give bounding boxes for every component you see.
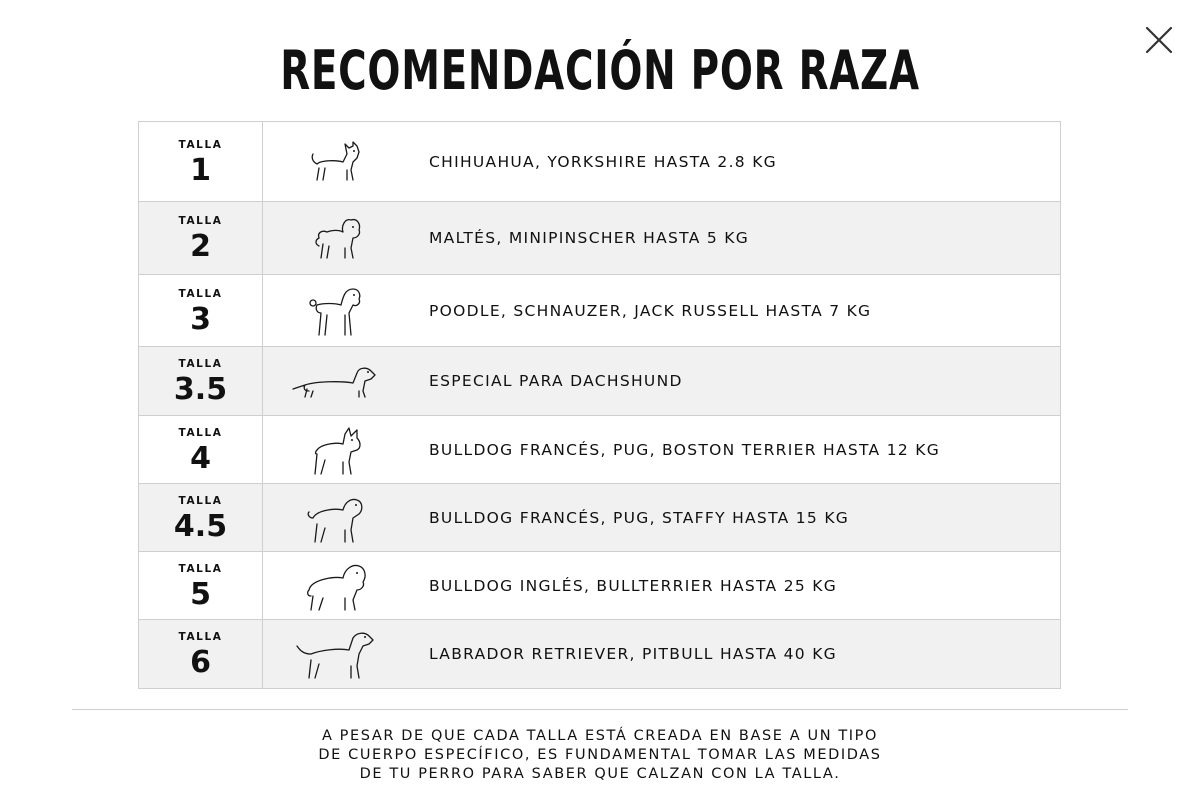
size-label: TALLA	[178, 562, 223, 575]
footer-note	[250, 727, 950, 784]
dog-illustration-cell	[263, 202, 403, 274]
size-number: 4	[190, 440, 211, 476]
poodle-icon	[287, 281, 379, 341]
dog-illustration-cell	[263, 416, 403, 483]
size-cell	[139, 202, 263, 274]
close-icon	[1140, 21, 1178, 59]
french-bulldog-icon	[287, 420, 379, 480]
breed-description: ESPECIAL PARA DACHSHUND	[429, 372, 683, 390]
size-cell	[139, 416, 263, 483]
footer-note-line: DE CUERPO ESPECÍFICO, ES FUNDAMENTAL TOMAR LAS MEDIDAS	[318, 747, 882, 763]
size-cell	[139, 552, 263, 619]
size-label: TALLA	[178, 215, 223, 227]
maltese-icon	[287, 208, 379, 268]
close-button[interactable]	[1140, 21, 1178, 59]
size-number: 6	[190, 645, 211, 680]
size-number: 3	[190, 301, 211, 337]
size-cell	[139, 347, 263, 415]
size-number: 5	[190, 576, 211, 612]
size-label: TALLA	[178, 426, 223, 439]
footer-note-line: A PESAR DE QUE CADA TALLA ESTÁ CREADA EN BASE A UN TIPO	[321, 728, 879, 744]
staffy-icon	[287, 488, 379, 548]
size-label: TALLA	[178, 631, 223, 643]
footer-note-line: DE TU PERRO PARA SABER QUE CALZAN CON LA TALLA.	[359, 766, 841, 782]
divider	[72, 709, 1128, 710]
dachshund-icon	[287, 351, 379, 411]
breed-description: MALTÉS, MINIPINSCHER HASTA 5 KG	[429, 229, 750, 247]
dog-illustration-cell	[263, 122, 403, 201]
table-row	[139, 484, 1060, 552]
table-row	[139, 620, 1060, 688]
table-row	[139, 122, 1060, 202]
breed-description: LABRADOR RETRIEVER, PITBULL HASTA 40 KG	[429, 645, 837, 663]
breed-description: BULLDOG FRANCÉS, PUG, BOSTON TERRIER HASTA 12 KG	[429, 440, 941, 459]
dog-illustration-cell	[263, 347, 403, 415]
size-cell	[139, 620, 263, 688]
dog-illustration-cell	[263, 620, 403, 688]
size-cell	[139, 122, 263, 201]
table-row	[139, 552, 1060, 620]
size-cell	[139, 484, 263, 551]
size-label: TALLA	[178, 287, 223, 300]
size-label: TALLA	[178, 138, 223, 151]
table-row	[139, 347, 1060, 416]
breed-description: BULLDOG FRANCÉS, PUG, STAFFY HASTA 15 KG	[429, 508, 850, 527]
size-number: 2	[190, 229, 211, 264]
size-label: TALLA	[178, 494, 223, 507]
labrador-icon	[287, 624, 379, 684]
page-title: RECOMENDACIÓN POR RAZA	[280, 39, 920, 102]
size-number: 4.5	[173, 508, 228, 544]
breed-description: CHIHUAHUA, YORKSHIRE HASTA 2.8 KG	[429, 152, 777, 171]
english-bulldog-icon	[287, 556, 379, 616]
breed-description: BULLDOG INGLÉS, BULLTERRIER HASTA 25 KG	[429, 576, 838, 595]
size-number: 3.5	[173, 372, 228, 407]
dog-illustration-cell	[263, 484, 403, 551]
breed-description: POODLE, SCHNAUZER, JACK RUSSELL HASTA 7 KG	[429, 301, 872, 320]
table-row	[139, 202, 1060, 275]
size-label: TALLA	[178, 358, 223, 370]
table-row	[139, 416, 1060, 484]
dog-illustration-cell	[263, 552, 403, 619]
dog-illustration-cell	[263, 275, 403, 346]
table-row	[139, 275, 1060, 347]
size-table	[138, 121, 1061, 689]
size-cell	[139, 275, 263, 346]
size-number: 1	[190, 152, 211, 188]
chihuahua-icon	[287, 132, 379, 192]
